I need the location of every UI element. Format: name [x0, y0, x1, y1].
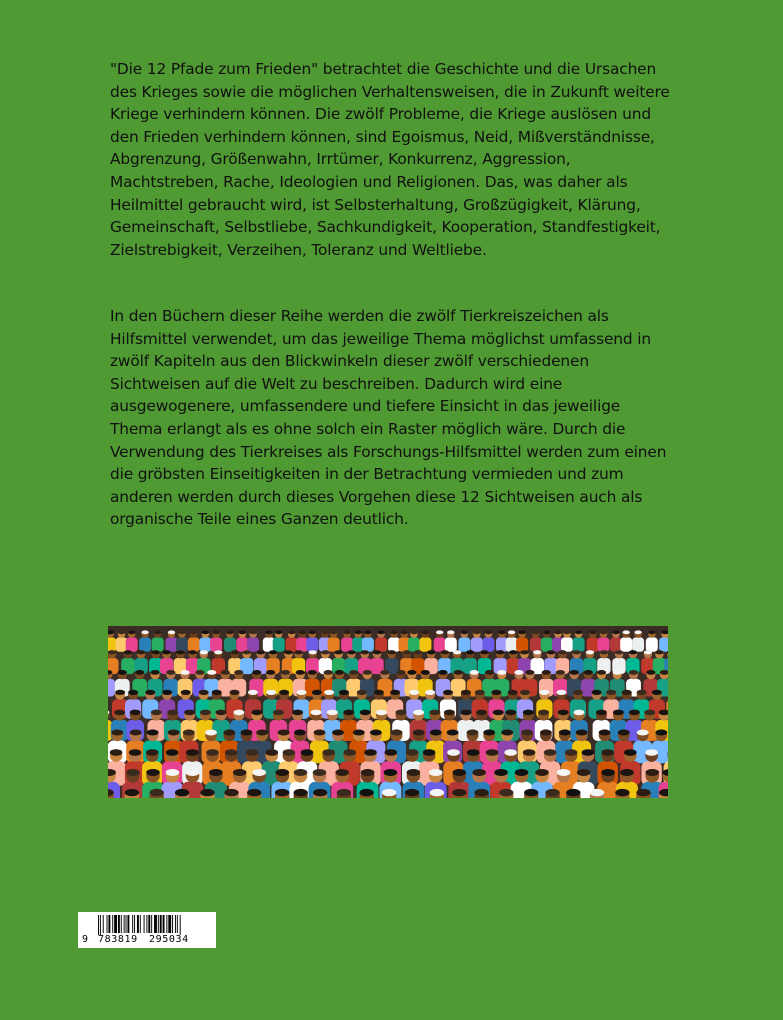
isbn-barcode: [78, 912, 216, 948]
description-paragraph-2: In den Büchern dieser Reihe werden die zwölf Tierkreiszeichen als Hilfsmittel verwendet, um das jeweilige Thema möglichst umfassend in zwölf Kapiteln aus den Blickwinkeln dieser zwölf verschiedenen Sichtweisen auf die Welt zu beschreiben. Dadurch wird eine ausgewogenere, umfassendere und tiefere Einsicht in das jeweilige Thema erlangt als es ohne solch ein Raster möglich wäre. Durch die Verwendung des Tierkreises als Forschungs-Hilfsmittel werden zum einen die gröbsten Einseitigkeiten in der Betrachtung vermieden und zum anderen werden durch dieses Vorgehen diese 12 Sichtweisen auch als organische Teile eines Ganzen deutlich.: [110, 307, 667, 529]
isbn-digit-group-2: 295034: [149, 934, 189, 945]
crowd-photo: [108, 626, 668, 798]
crowd-illustration: [108, 626, 668, 798]
isbn-digits: [78, 934, 216, 948]
barcode-bars: [78, 912, 216, 936]
description-paragraph-1: "Die 12 Pfade zum Frieden" betrachtet die Geschichte und die Ursachen des Krieges sowie die möglichen Verhaltensweisen, die in Zukunft weitere Kriege verhindern können. Die zwölf Probleme, die Kriege auslösen und den Frieden verhindern können, sind Egoismus, Neid, Mißverständnisse, Abgrenzung, Größenwahn, Irrtümer, Konkurrenz, Aggression, Machtstreben, Rache, Ideologien und Religionen. Das, was daher als Heilmittel gebraucht wird, ist Selbsterhaltung, Großzügigkeit, Klärung, Gemeinschaft, Selbstliebe, Sachkundigkeit, Kooperation, Standfestigkeit, Zielstrebigkeit, Verzeihen, Toleranz und Weltliebe.: [110, 60, 670, 259]
isbn-lead-digit: 9: [82, 934, 89, 945]
isbn-digit-group-1: 783819: [98, 934, 138, 945]
